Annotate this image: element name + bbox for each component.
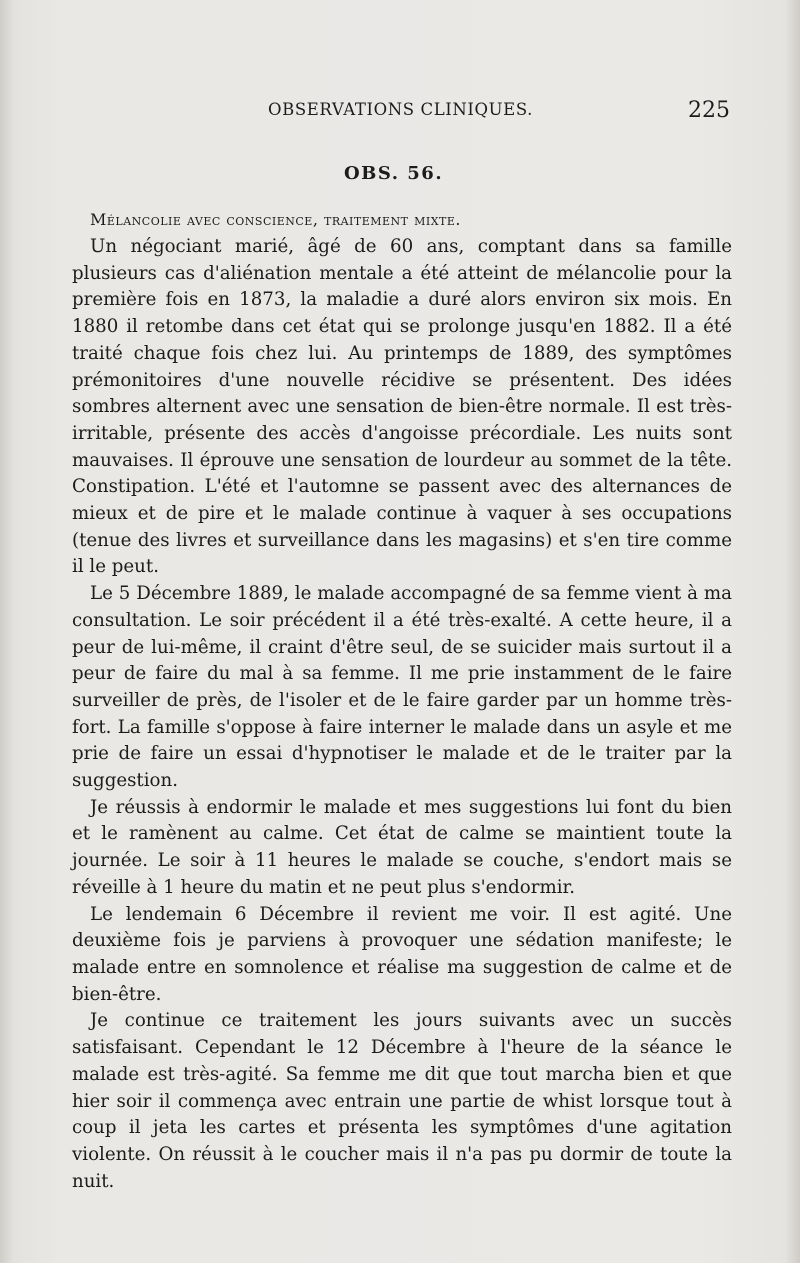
- paragraph-first-session: Je réussis à endormir le malade et mes suggestions lui font du bien et le ramènent au calme. Cet état de calme se maintient toute la journée. Le soir à 11 heures le malade se couche, s'endort mais se réveille à 1 heure du matin et ne peut plus s'endormir.: [72, 796, 732, 898]
- running-header: OBSERVATIONS CLINIQUES.: [268, 100, 533, 119]
- body-text: [72, 234, 732, 1195]
- paragraph-history: Un négociant marié, âgé de 60 ans, comptant dans sa famille plusieurs cas d'aliénation mentale a été atteint de mélancolie pour la première fois en 1873, la maladie a duré alors environ six mois. En 1880 il retombe dans cet état qui se prolonge jusqu'en 1882. Il a été traité chaque fois chez lui. Au printemps de 1889, des symptômes prémonitoires d'une nouvelle récidive se présentent. Des idées sombres alternent avec une sensation de bien-être normale. Il est très-irritable, présente des accès d'angoisse précordiale. Les nuits sont mauvaises. Il éprouve une sensation de lourdeur au sommet de la tête. Constipation. L'été et l'automne se passent avec des alternances de mieux et de pire et le malade continue à vaquer à ses occupations (tenue des livres et surveillance dans les magasins) et s'en tire comme il le peut.: [72, 236, 732, 578]
- observation-title: OBS. 56.: [344, 163, 444, 184]
- paragraph-continued-treatment: Je continue ce traitement les jours suivants avec un succès satisfaisant. Cependant le 12 Décembre à l'heure de la séance le malade est très-agité. Sa femme me dit que tout marcha bien et que hier soir il commença avec entrain une partie de whist lorsque tout à coup il jeta les cartes et présenta les symptômes d'une agitation violente. On réussit à le coucher mais il n'a pas pu dormir de toute la nuit.: [72, 1010, 732, 1192]
- page-number: 225: [688, 98, 730, 123]
- paragraph-consultation: Le 5 Décembre 1889, le malade accompagné de sa femme vient à ma consultation. Le soir précédent il a été très-exalté. A cette heure, il a peur de lui-même, il craint d'être seul, de se suicider mais surtout il a peur de faire du mal à sa femme. Il me prie instamment de le faire surveiller de près, de l'isoler et de le faire garder par un homme très-fort. La famille s'oppose à faire interner le malade dans un asyle et me prie de faire un essai d'hypnotiser le malade et de le traiter par la suggestion.: [72, 583, 732, 792]
- paragraph-second-session: Le lendemain 6 Décembre il revient me voir. Il est agité. Une deuxième fois je parviens à provoquer une sédation manifeste; le malade entre en somnolence et réalise ma suggestion de calme et de bien-être.: [72, 903, 732, 1005]
- observation-subtitle: Mélancolie avec conscience, traitement mixte.: [90, 210, 461, 229]
